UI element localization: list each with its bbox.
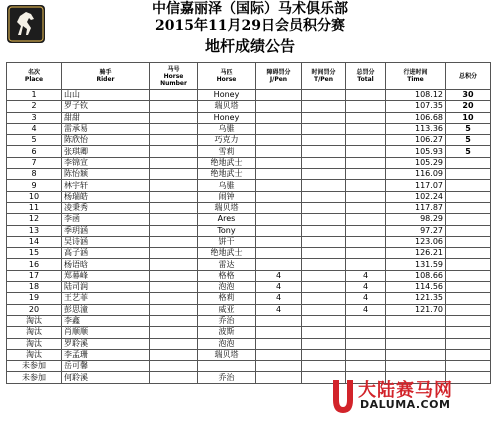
cell-total: 4 (346, 270, 386, 281)
table-row (7, 349, 491, 360)
cell-tpen (302, 270, 346, 281)
cell-rider: 陈怡颖 (62, 169, 150, 180)
table-row (7, 101, 491, 112)
cell-horse: 饼干 (198, 236, 256, 247)
cell-horse: 波斯 (198, 327, 256, 338)
cell-horse: 泡泡 (198, 282, 256, 293)
cell-horse-number (150, 191, 198, 202)
cell-horse-number (150, 169, 198, 180)
table-row (7, 112, 491, 123)
cell-horse-number (150, 101, 198, 112)
cell-total (346, 338, 386, 349)
cell-time: 113.36 (386, 123, 446, 134)
cell-horse-number (150, 338, 198, 349)
cell-rider: 山山 (62, 90, 150, 101)
cell-rider: 罗子钦 (62, 101, 150, 112)
cell-horse: Ares (198, 214, 256, 225)
cell-horse-number (150, 372, 198, 383)
cell-horse-number (150, 90, 198, 101)
cell-rider: 李锦宣 (62, 157, 150, 168)
cell-jpen (256, 315, 302, 326)
table-row (7, 236, 491, 247)
cell-time: 106.27 (386, 135, 446, 146)
cell-points (446, 349, 491, 360)
cell-jpen (256, 338, 302, 349)
cell-jpen (256, 372, 302, 383)
cell-tpen (302, 236, 346, 247)
cell-horse: 格莉 (198, 293, 256, 304)
cell-time: 105.93 (386, 146, 446, 157)
column-header-horse: 马匹 Horse (198, 63, 256, 90)
cell-time: 106.68 (386, 112, 446, 123)
cell-horse: Honey (198, 112, 256, 123)
table-row (7, 304, 491, 315)
cell-rider: 季玥涵 (62, 225, 150, 236)
results-body (7, 90, 491, 384)
cell-points (446, 169, 491, 180)
cell-total (346, 101, 386, 112)
cell-place: 未参加 (7, 372, 62, 383)
cell-points: 20 (446, 101, 491, 112)
cell-horse-number (150, 214, 198, 225)
cell-place: 5 (7, 135, 62, 146)
cell-horse-number (150, 259, 198, 270)
cell-jpen (256, 225, 302, 236)
cell-points (446, 202, 491, 213)
cell-horse: 瑞贝塔 (198, 202, 256, 213)
table-row (7, 338, 491, 349)
cell-horse-number (150, 157, 198, 168)
cell-horse: 绝地武士 (198, 157, 256, 168)
cell-tpen (302, 157, 346, 168)
column-header-jpen: 障碍罚分 J/Pen (256, 63, 302, 90)
cell-jpen (256, 214, 302, 225)
cell-time: 131.59 (386, 259, 446, 270)
cell-rider: 岳可馨 (62, 361, 150, 372)
cell-total (346, 214, 386, 225)
cell-tpen (302, 146, 346, 157)
cell-jpen (256, 248, 302, 259)
cell-points: 5 (446, 123, 491, 134)
table-row (7, 293, 491, 304)
cell-rider: 雷承易 (62, 123, 150, 134)
cell-points (446, 304, 491, 315)
cell-total (346, 236, 386, 247)
cell-rider: 王艺菲 (62, 293, 150, 304)
column-header-time: 行进时间 Time (386, 63, 446, 90)
cell-points (446, 327, 491, 338)
cell-time (386, 327, 446, 338)
cell-total: 4 (346, 282, 386, 293)
cell-tpen (302, 304, 346, 315)
cell-horse-number (150, 123, 198, 134)
cell-place: 2 (7, 101, 62, 112)
cell-rider: 何聆溪 (62, 372, 150, 383)
table-row (7, 157, 491, 168)
table-row (7, 180, 491, 191)
column-header-place: 名次 Place (7, 63, 62, 90)
table-row (7, 90, 491, 101)
cell-rider: 李函 (62, 214, 150, 225)
cell-points (446, 191, 491, 202)
cell-points (446, 259, 491, 270)
cell-place: 未参加 (7, 361, 62, 372)
cell-horse-number (150, 327, 198, 338)
column-header-horse-number: 马号 Horse Number (150, 63, 198, 90)
cell-jpen (256, 157, 302, 168)
results-table (6, 62, 491, 384)
table-row (7, 135, 491, 146)
cell-points (446, 214, 491, 225)
title-block (0, 0, 500, 56)
cell-place: 17 (7, 270, 62, 281)
cell-horse: 绝地武士 (198, 169, 256, 180)
cell-tpen (302, 338, 346, 349)
cell-tpen (302, 202, 346, 213)
cell-jpen (256, 236, 302, 247)
cell-horse-number (150, 304, 198, 315)
table-row (7, 248, 491, 259)
cell-horse-number (150, 146, 198, 157)
table-row (7, 191, 491, 202)
cell-place: 7 (7, 157, 62, 168)
table-row (7, 123, 491, 134)
header-row (7, 63, 491, 90)
cell-rider: 彭思潼 (62, 304, 150, 315)
cell-place: 淘汰 (7, 349, 62, 360)
cell-place: 20 (7, 304, 62, 315)
table-row (7, 315, 491, 326)
table-row (7, 225, 491, 236)
cell-tpen (302, 225, 346, 236)
cell-time: 121.35 (386, 293, 446, 304)
cell-time: 108.12 (386, 90, 446, 101)
cell-points (446, 236, 491, 247)
table-row (7, 327, 491, 338)
cell-time: 108.66 (386, 270, 446, 281)
cell-points (446, 248, 491, 259)
cell-time: 102.24 (386, 191, 446, 202)
watermark-cn: 大陆赛马网 (358, 380, 453, 401)
cell-time: 123.06 (386, 236, 446, 247)
cell-horse-number (150, 349, 198, 360)
cell-tpen (302, 282, 346, 293)
table-row (7, 214, 491, 225)
cell-points (446, 338, 491, 349)
cell-total (346, 349, 386, 360)
cell-horse-number (150, 361, 198, 372)
cell-place: 16 (7, 259, 62, 270)
cell-place: 9 (7, 180, 62, 191)
cell-horse: 格格 (198, 270, 256, 281)
cell-tpen (302, 259, 346, 270)
cell-points (446, 282, 491, 293)
cell-time: 107.35 (386, 101, 446, 112)
cell-rider: 杨语晗 (62, 259, 150, 270)
table-row (7, 146, 491, 157)
cell-total (346, 315, 386, 326)
cell-jpen (256, 361, 302, 372)
table-row (7, 270, 491, 281)
cell-tpen (302, 90, 346, 101)
cell-horse: 乔治 (198, 372, 256, 383)
watermark (330, 374, 498, 418)
cell-rider: 吴诗涵 (62, 236, 150, 247)
cell-horse: 泡泡 (198, 338, 256, 349)
cell-points (446, 315, 491, 326)
cell-tpen (302, 180, 346, 191)
cell-jpen: 4 (256, 282, 302, 293)
cell-tpen (302, 112, 346, 123)
cell-points (446, 157, 491, 168)
cell-tpen (302, 248, 346, 259)
cell-jpen (256, 202, 302, 213)
cell-points (446, 293, 491, 304)
cell-time: 117.07 (386, 180, 446, 191)
cell-time (386, 349, 446, 360)
cell-tpen (302, 123, 346, 134)
cell-points: 5 (446, 146, 491, 157)
cell-rider: 张琪卿 (62, 146, 150, 157)
cell-horse: 威亚 (198, 304, 256, 315)
cell-horse: 乌骓 (198, 123, 256, 134)
cell-horse: 雷达 (198, 259, 256, 270)
cell-horse: Honey (198, 90, 256, 101)
cell-rider: 肖顺顺 (62, 327, 150, 338)
cell-place: 淘汰 (7, 315, 62, 326)
cell-time: 116.09 (386, 169, 446, 180)
cell-tpen (302, 315, 346, 326)
cell-points (446, 225, 491, 236)
cell-horse: 乔治 (198, 315, 256, 326)
cell-place: 1 (7, 90, 62, 101)
cell-place: 12 (7, 214, 62, 225)
cell-points (446, 361, 491, 372)
cell-total (346, 327, 386, 338)
cell-horse (198, 361, 256, 372)
cell-total (346, 123, 386, 134)
watermark-en: DALUMA.COM (360, 398, 451, 411)
cell-horse: 绝地武士 (198, 248, 256, 259)
cell-time (386, 361, 446, 372)
cell-place: 8 (7, 169, 62, 180)
cell-jpen (256, 112, 302, 123)
table-row (7, 282, 491, 293)
cell-tpen (302, 327, 346, 338)
cell-tpen (302, 191, 346, 202)
cell-jpen (256, 90, 302, 101)
cell-horse-number (150, 225, 198, 236)
cell-tpen (302, 135, 346, 146)
cell-total (346, 169, 386, 180)
cell-total (346, 146, 386, 157)
cell-total: 4 (346, 304, 386, 315)
cell-place: 13 (7, 225, 62, 236)
cell-tpen (302, 101, 346, 112)
cell-points (446, 270, 491, 281)
cell-horse-number (150, 315, 198, 326)
club-name: 中信嘉丽泽（国际）马术俱乐部 (152, 1, 348, 17)
cell-place: 18 (7, 282, 62, 293)
cell-horse-number (150, 112, 198, 123)
cell-points (446, 180, 491, 191)
cell-place: 4 (7, 123, 62, 134)
cell-horse-number (150, 270, 198, 281)
announcement-title: 地杆成绩公告 (204, 37, 295, 55)
cell-rider: 罗聆溪 (62, 338, 150, 349)
cell-jpen (256, 101, 302, 112)
cell-time (386, 338, 446, 349)
cell-time: 121.70 (386, 304, 446, 315)
column-header-total: 总罚分 Total (346, 63, 386, 90)
cell-tpen (302, 169, 346, 180)
column-header-tpen: 时间罚分 T/Pen (302, 63, 346, 90)
cell-total (346, 180, 386, 191)
cell-tpen (302, 361, 346, 372)
cell-time: 117.87 (386, 202, 446, 213)
cell-total (346, 135, 386, 146)
cell-rider: 陈欣怡 (62, 135, 150, 146)
cell-rider: 李鑫 (62, 315, 150, 326)
cell-horse-number (150, 180, 198, 191)
cell-horse: 闹钟 (198, 191, 256, 202)
cell-total (346, 191, 386, 202)
cell-time (386, 315, 446, 326)
cell-place: 15 (7, 248, 62, 259)
cell-rider: 凌秉秀 (62, 202, 150, 213)
cell-total (346, 248, 386, 259)
cell-jpen (256, 146, 302, 157)
cell-total: 4 (346, 293, 386, 304)
cell-place: 19 (7, 293, 62, 304)
cell-horse-number (150, 282, 198, 293)
cell-jpen (256, 259, 302, 270)
cell-rider: 林宇轩 (62, 180, 150, 191)
cell-horse: Tony (198, 225, 256, 236)
cell-jpen (256, 191, 302, 202)
cell-total (346, 202, 386, 213)
cell-total (346, 259, 386, 270)
cell-jpen: 4 (256, 293, 302, 304)
cell-horse: 雪莉 (198, 146, 256, 157)
cell-rider: 郑幕峰 (62, 270, 150, 281)
cell-jpen (256, 180, 302, 191)
cell-points: 5 (446, 135, 491, 146)
cell-horse: 瑞贝塔 (198, 101, 256, 112)
cell-jpen (256, 327, 302, 338)
cell-total (346, 361, 386, 372)
cell-horse-number (150, 248, 198, 259)
cell-place: 淘汰 (7, 327, 62, 338)
cell-points: 10 (446, 112, 491, 123)
cell-place: 14 (7, 236, 62, 247)
cell-points: 30 (446, 90, 491, 101)
table-row (7, 169, 491, 180)
cell-horse-number (150, 293, 198, 304)
cell-jpen (256, 123, 302, 134)
table-row (7, 259, 491, 270)
cell-total (346, 90, 386, 101)
cell-horse: 巧克力 (198, 135, 256, 146)
cell-place: 3 (7, 112, 62, 123)
cell-place: 6 (7, 146, 62, 157)
cell-jpen (256, 349, 302, 360)
cell-total (346, 157, 386, 168)
cell-rider: 高子涵 (62, 248, 150, 259)
cell-total (346, 225, 386, 236)
cell-rider: 李孟珊 (62, 349, 150, 360)
cell-time: 105.29 (386, 157, 446, 168)
table-row (7, 202, 491, 213)
cell-time: 97.27 (386, 225, 446, 236)
cell-horse: 瑞贝塔 (198, 349, 256, 360)
column-header-rider: 骑手 Rider (62, 63, 150, 90)
cell-rider: 甜甜 (62, 112, 150, 123)
cell-jpen (256, 169, 302, 180)
cell-jpen: 4 (256, 304, 302, 315)
cell-horse-number (150, 202, 198, 213)
cell-time: 98.29 (386, 214, 446, 225)
horseshoe-icon (330, 376, 356, 416)
cell-place: 淘汰 (7, 338, 62, 349)
cell-horse: 乌骓 (198, 180, 256, 191)
cell-horse-number (150, 236, 198, 247)
cell-time: 126.21 (386, 248, 446, 259)
cell-rider: 陆司润 (62, 282, 150, 293)
table-row (7, 361, 491, 372)
cell-horse-number (150, 135, 198, 146)
cell-place: 11 (7, 202, 62, 213)
cell-rider: 杨瑞皓 (62, 191, 150, 202)
cell-tpen (302, 214, 346, 225)
cell-place: 10 (7, 191, 62, 202)
cell-jpen (256, 135, 302, 146)
event-title: 2015年11月29日会员积分赛 (155, 18, 345, 34)
cell-jpen: 4 (256, 270, 302, 281)
column-header-points: 总积分 (446, 63, 491, 90)
cell-tpen (302, 349, 346, 360)
cell-tpen (302, 293, 346, 304)
cell-time: 114.56 (386, 282, 446, 293)
cell-total (346, 112, 386, 123)
